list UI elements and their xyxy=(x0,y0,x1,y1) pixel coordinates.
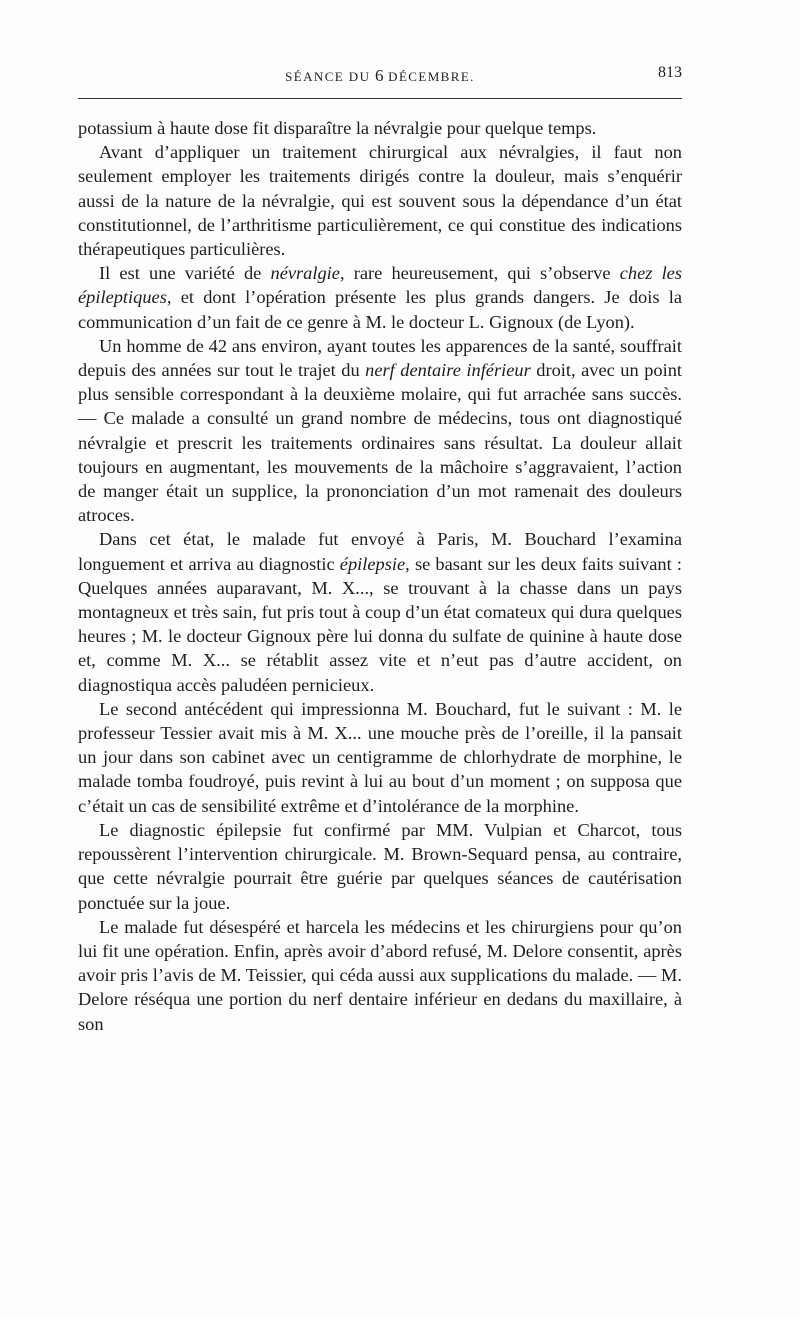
running-head xyxy=(78,66,682,86)
running-head-day: 6 xyxy=(375,66,384,85)
paragraph xyxy=(78,915,682,1036)
text-run: Le malade fut désespéré et harcela les médecins et les chirurgiens pour qu’on lui fit une opération. Enfin, après avoir d’abord refusé, M. Delore consentit, après avoir pris l’avis de M. Teissier, qui céda aussi aux supplications du malade. — M. Delore réséqua une portion du nerf dentaire inférieur en dedans du maxillaire, à son xyxy=(78,916,682,1034)
text-run: Il est une variété de xyxy=(99,263,271,284)
text-run: , se basant sur les deux faits suivant : Quelques années auparavant, M. X..., se trouvant à la chasse dans un pays montagneux et très sain, fut pris tout à coup d’un état comateux qui dura quelques heures ; M. le docteur Gignoux père lui donna du sulfate de quinine à haute dose et, comme M. X... se rétablit assez vite et n’eut pas d’autre accident, on diagnostiqua accès paludéen pernicieux. xyxy=(78,553,682,695)
page-number: 813 xyxy=(658,64,682,81)
italic-text: chez les épileptiques xyxy=(78,263,683,308)
body-text xyxy=(78,116,682,1036)
paragraph xyxy=(78,334,682,528)
running-head-pre: SÉANCE DU xyxy=(285,69,371,84)
text-run: , rare heureusement, qui s’observe xyxy=(339,263,620,284)
text-run: Le diagnostic épilepsie fut confirmé par MM. Vulpian et Charcot, tous repoussèrent l’intervention chirurgicale. M. Brown-Sequard pensa, au contraire, que cette névralgie pourrait être guérie par quelques séances de cautérisation ponctuée sur la joue. xyxy=(78,819,682,913)
text-run: , et dont l’opération présente les plus grands dangers. Je dois la communication d’un fait de ce genre à M. le docteur L. Gignoux (de Lyon). xyxy=(78,287,682,332)
italic-text: névralgie xyxy=(270,263,340,284)
page-header xyxy=(78,66,682,86)
paragraph xyxy=(78,697,682,818)
paragraph xyxy=(78,140,682,261)
header-rule xyxy=(78,98,682,99)
text-run: Le second antécédent qui impressionna M. Bouchard, fut le suivant : M. le professeur Tessier avait mis à M. X... une mouche près de l’oreille, il la pansait un jour dans son cabinet avec un centigramme de chlorhydrate de morphine, le malade tomba foudroyé, puis revint à lui au bout d’un moment ; on supposa que c’était un cas de sensibilité extrême et d’intolérance de la morphine. xyxy=(78,698,682,816)
paragraph xyxy=(78,116,682,140)
text-run: Un homme de 42 ans environ, ayant toutes les apparences de la santé, souffrait depuis des années sur tout le trajet du xyxy=(78,335,682,381)
running-head-post: DÉCEMBRE. xyxy=(388,69,475,84)
text-run: droit, avec un point plus sensible correspondant à la deuxième molaire, qui fut arrachée sans succès. — Ce malade a consulté un grand nombre de médecins, tous ont diagnostiqué névralgie et prescrit les traitements ordinaires sans résultat. La douleur allait toujours en augmentant, les mouvements de la mâchoire s’aggravaient, l’action de manger était un supplice, la prononciation d’un mot ramenait des douleurs atroces. xyxy=(78,360,683,526)
paragraph xyxy=(78,527,682,696)
italic-text: nerf dentaire inférieur xyxy=(365,360,531,381)
text-run: Avant d’appliquer un traitement chirurgical aux névralgies, il faut non seulement employer les traitements dirigés contre la douleur, mais s’enquérir aussi de la nature de la névralgie, qui est souvent sous la dépendance d’un état constitutionnel, de l’arthritisme particulièrement, ce qui constitue des indications thérapeutiques particulières. xyxy=(78,142,682,260)
text-run: Dans cet état, le malade fut envoyé à Paris, M. Bouchard l’examina longuement et arriva au diagnostic xyxy=(78,529,682,574)
italic-text: épilepsie xyxy=(339,553,406,574)
text-run: potassium à haute dose fit disparaître la névralgie pour quelque temps. xyxy=(78,118,597,138)
paragraph xyxy=(78,818,682,915)
paragraph xyxy=(78,261,682,334)
